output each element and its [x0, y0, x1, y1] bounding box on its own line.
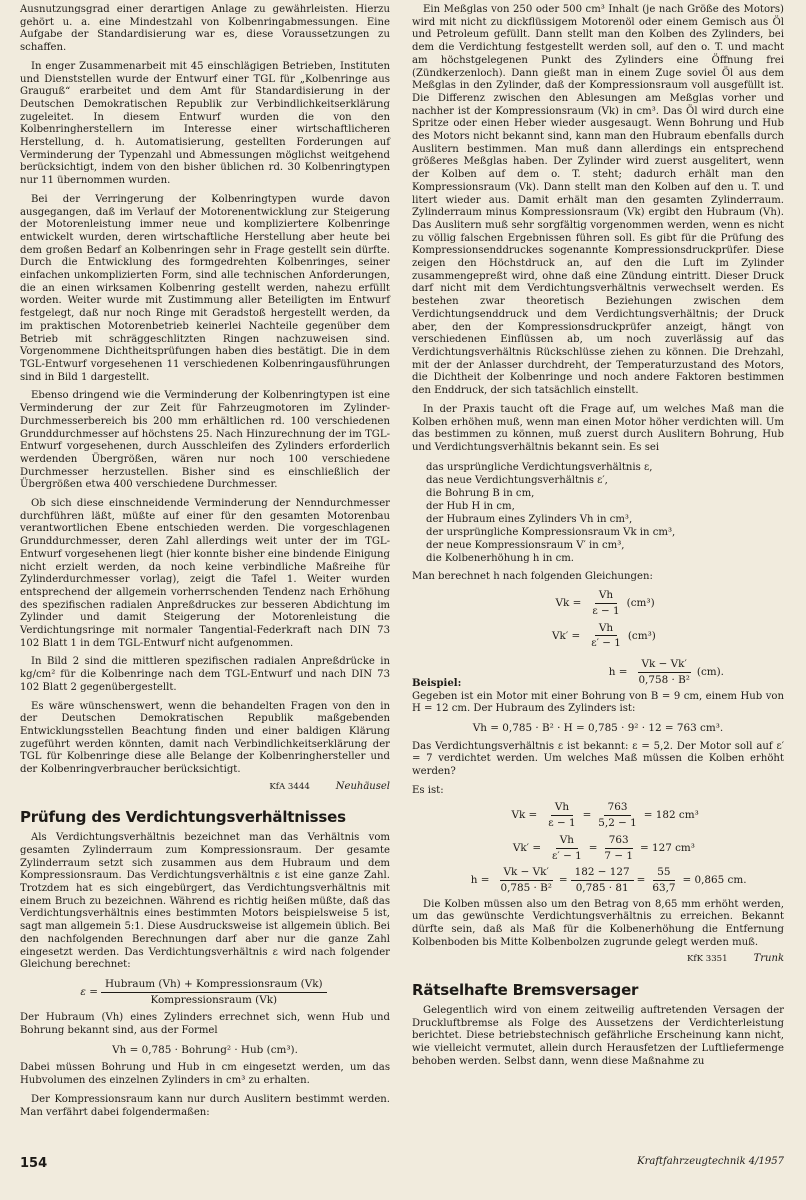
formula-example-vh — [412, 722, 784, 735]
paragraph: In Bild 2 sind die mittleren spezifischen radialen Anpreßdrücke in kg/cm² für die Kolbenringe nach dem TGL-Entwurf und nach DIN 73 102 Blatt 2 gegenübergestellt. — [20, 656, 390, 693]
paragraph: In der Praxis taucht oft die Frage auf, um welches Maß man die Kolben erhöhen muß, wenn man einen Motor höher verdichten will. Um das bestimmen zu können, muß zuerst durch Auslitern Bohrung, Hub und Verdichtungsverhältnis bekannt sein. Es sei — [412, 403, 784, 453]
equation-result: = 0,865 cm. — [682, 874, 747, 887]
formula-compression-ratio — [20, 978, 390, 1006]
signature-author: Trunk — [753, 953, 784, 965]
equation-lhs: Vk′ = — [512, 841, 542, 854]
paragraph: Man berechnet h nach folgenden Gleichungen: — [412, 570, 653, 582]
paragraph: Gegeben ist ein Motor mit einer Bohrung von B = 9 cm, einem Hub von H = 12 cm. Der Hubraum des Zylinders ist: — [412, 690, 784, 715]
section-heading: Prüfung des Verdichtungsverhältnisses — [20, 808, 346, 827]
fraction — [588, 589, 623, 617]
signature-code: KfA 3444 — [269, 781, 310, 792]
paragraph: Als Verdichtungsverhältnis bezeichnet man das Verhältnis vom gesamten Zylinderraum zum Kompressionsraum. Der gesamte Zylinderraum setzt sich zusammen aus dem Hubraum und dem Kompressionsraum. Das Verdichtungsverhältnis ε ist eine ganze Zahl. Trotzdem hat es sich eingebürgert, das Verdichtungsverhältnis mit einem Bruch zu bezeichnen. Während es richtig heißen müßte, daß das Verdichtungsverhältnis eines bestimmten Motors beispielsweise 5 ist, sagt man allgemein 5:1. Diese Ausdrucksweise ist allgemein üblich. Bei den nachfolgenden Berechnungen darf aber nur die ganze Zahl eingesetzt werden. Das Verdichtungsverhältnis ε wird nach folgender Gleichung berechnet: — [20, 832, 390, 971]
paragraph: Der Kompressionsraum kann nur durch Auslitern bestimmt werden. Man verfährt dabei folgendermaßen: — [20, 1093, 390, 1118]
fraction — [101, 978, 327, 1006]
fraction-numerator: 182 − 127 — [571, 866, 634, 881]
article-signature — [412, 953, 784, 966]
example-vk: Vk = $\frac{Vh}{\varepsilon - 1}$ = $\frac{763}{5,2 - 1}$ = 182 cm³ — [412, 801, 784, 829]
paragraph: Ein Meßglas von 250 oder 500 cm³ Inhalt (je nach Größe des Motors) wird mit nicht zu dickflüssigem Motorenöl oder einem Gemisch aus Öl und Petroleum gefüllt. Dann stellt man den Kolben des Zylinders, bei dem die Verdichtung festgestellt werden soll, auf den o. T. und macht am höchstgelegenen Punkt des Zylinders eine Öffnung frei (Zündkerzenloch). Dann gießt man in einem Zuge soviel Öl aus dem Meßglas in den Zylinder, daß der Kompressionsraum voll ausgefüllt ist. Die Differenz zwischen den Ablesungen am Meßglas vorher und nachher ist der Kompressionsraum (Vk) in cm³. Das Öl wird durch eine Spritze oder einen Heber wieder ausgesaugt. Wenn Bohrung und Hub des Motors nicht bekannt sind, kann man den Hubraum ebenfalls durch Auslitern bestimmen. Man muß dann allerdings ein entsprechend größeres Meßglas haben. Der Zylinder wird zuerst ausgelitert, wenn der Kolben auf dem o. T. steht; dadurch erhält man den Kompressionsraum (Vk). Dann stellt man den Kolben auf den u. T. und litert wieder aus. Damit erhält man den gesamten Zylinderraum. Zylinderraum minus Kompressionsraum (Vk) ergibt den Hubraum (Vh). Das Auslitern muß sehr sorgfältig vorgenommen werden, wenn es nicht zu völlig falschen Ergebnissen führen soll. Es gibt für die Prüfung des Kompressionsenddruckes sogenannte Kompressionsdruckprüfer. Diese zeigen den Höchstdruck an, auf den die Luft im Zylinder zusammengepreßt wird, ohne daß eine Zündung eintritt. Dieser Druck darf nicht mit dem Verdichtungsverhältnis verwechselt werden. Es bestehen zwar theoretisch Beziehungen zwischen dem Verdichtungsenddruck und dem Verdichtungsverhältnis; der Druck aber, den der Kompressionsdruckprüfer anzeigt, hängt von verschiedenen Einflüssen ab, um noch zuverlässig auf das Verdichtungsverhältnis Rückschlüsse ziehen zu können. Die Drehzahl, mit der der Anlasser durchdreht, der Temperaturzustand des Motors, die Dichtheit der Kolbenringe und noch andere Faktoren bestimmen den Enddruck, der sich tatsächlich einstellt. — [412, 4, 784, 397]
list-item: die Bohrung B in cm, — [426, 487, 535, 499]
equation-result: = 127 cm³ — [639, 841, 695, 854]
paragraph: Der Hubraum (Vh) eines Zylinders errechnet sich, wenn Hub und Bohrung bekannt sind, aus der Formel — [20, 1012, 390, 1037]
paragraph: Ob sich diese einschneidende Verminderung der Nenndurchmesser durchführen läßt, müßte auf einer für den gesamten Motorenbau verantwortlichen Ebene entschieden werden. Die vorgeschlagenen Grunddurchmesser, deren Zahl allerdings weit unter der im TGL-Entwurf vorgesehenen liegt (hier konnte bisher eine bindende Einigung nicht erzielt werden, da noch keine verbindliche Maßreihe für Zylinderdurchmesser vorlag), zeigt die Tafel 1. Weiter wurden entsprechend der allgemein vorherrschenden Tendenz nach Erhöhung des spezifischen radialen Anpreßdruckes zur besseren Abdichtung im Zylinder und damit Steigerung der Motorenleistung die Verdichtungsringe mit normaler Tangential-Federkraft nach DIN 73 102 Blatt 1 in dem TGL-Entwurf nicht aufgenommen. — [20, 498, 390, 649]
page-footer — [20, 1156, 784, 1171]
equation-lhs: h = — [608, 665, 628, 678]
equation-h-row — [412, 654, 784, 690]
equation-unit: (cm³) — [626, 597, 655, 610]
list-item: das ursprüngliche Verdichtungsverhältnis ε, — [426, 461, 653, 473]
equation-lhs: Vk = — [555, 597, 582, 610]
fraction-numerator: Hubraum (Vh) + Kompressionsraum (Vk) — [101, 978, 327, 993]
fraction-numerator: Vh — [595, 589, 617, 604]
equation-lhs: Vk′ = — [552, 629, 581, 642]
fraction-denominator: 5,2 − 1 — [598, 817, 637, 830]
equation-unit: (cm³) — [627, 629, 656, 642]
example-label: Beispiel: — [412, 677, 462, 689]
fraction-numerator: Vh — [556, 834, 578, 849]
fraction — [600, 834, 637, 862]
es-ist-label: Es ist: — [412, 784, 444, 796]
variable-list — [426, 461, 784, 565]
right-column — [412, 4, 784, 1074]
formula-text: Vh = 0,785 · Bohrung² · Hub (cm³). — [112, 1043, 298, 1056]
fraction-denominator: 0,785 · B² — [500, 881, 552, 894]
fraction-denominator: Kompressionsraum (Vk) — [150, 993, 278, 1006]
formula-text: Vh = 0,785 · B² · H = 0,785 · 9² · 12 = 763 cm³. — [472, 721, 724, 734]
fraction-denominator: ε′ − 1 — [552, 849, 582, 862]
formula-displacement — [20, 1044, 390, 1057]
equation-h — [587, 658, 724, 686]
fraction-denominator: ε′ − 1 — [591, 637, 621, 650]
equation-lhs: h = — [470, 874, 490, 887]
fraction-denominator: 0,758 · B² — [638, 673, 690, 686]
fraction-numerator: 763 — [605, 834, 633, 849]
paragraph: Ausnutzungsgrad einer derartigen Anlage zu gewährleisten. Hierzu gehört u. a. eine Mindestzahl von Kolbenringabmessungen. Eine Aufgabe der Standardisierung war es, diese Voraussetzungen zu schaffen. — [20, 4, 390, 54]
equation-result: = 182 cm³ — [643, 809, 699, 822]
list-item: der Hubraum eines Zylinders Vh in cm³, — [426, 513, 633, 525]
fraction-numerator: Vk − Vk′ — [638, 658, 691, 673]
paragraph: Dabei müssen Bohrung und Hub in cm eingesetzt werden, um das Hubvolumen des einzelnen Zylinders in cm³ zu erhalten. — [20, 1062, 390, 1087]
fraction-numerator: Vh — [551, 801, 573, 816]
fraction-numerator: 55 — [653, 866, 674, 881]
example-h: h = $\frac{Vk - Vk'}{\text{0,785 · B²}}$ = $\frac{182 - 127}{0,785 \cdot 81}$ = $\frac{55}{63,7}$ = 0,865 cm. — [412, 866, 784, 894]
list-item: der neue Kompressionsraum V′ in cm³, — [426, 539, 625, 551]
fraction-denominator: ε − 1 — [592, 605, 620, 618]
paragraph: Gelegentlich wird von einem zeitweilig auftretenden Versagen der Druckluftbremse als Folge des Aussetzens der Verdichterleistung berichtet. Diese betriebstechnisch gefährliche Erscheinung kann nicht, wie vielleicht vermutet, allein durch Herausfetzen der Luftliefermenge behoben werden. Selbst dann, wenn diese Maßnahme zu — [412, 1004, 784, 1067]
paragraph: Die Kolben müssen also um den Betrag von 8,65 mm erhöht werden, um das gewünschte Verdichtungsverhältnis zu erreichen. Bekannt dürfte sein, daß als Maß für die Kolbenerhöhung die Entfernung Kolbenboden bis Mitte Kolbenbolzen zugrunde gelegt werden muß. — [412, 898, 784, 948]
fraction — [571, 866, 634, 894]
list-item: das neue Verdichtungsverhältnis ε′, — [426, 474, 608, 486]
fraction — [587, 622, 625, 650]
equation-vk-prime — [412, 622, 784, 650]
fraction-denominator: ε − 1 — [548, 817, 576, 830]
fraction-numerator: Vk − Vk′ — [500, 866, 553, 881]
fraction-numerator: Vh — [595, 622, 617, 637]
fraction — [594, 801, 640, 829]
paragraph: In enger Zusammenarbeit mit 45 einschlägigen Betrieben, Instituten und Dienststellen wurde der Entwurf einer TGL für „Kolbenringe aus Grauguß“ erarbeitet und dem Amt für Standardisierung in der Deutschen Demokratischen Republik zur Verbindlichkeitserklärung zugeleitet. In diesem Entwurf wurden die von den Kolbenringherstellern im Interesse einer wirtschaftlicheren Herstellung, d. h. Automatisierung, gestellten Forderungen auf Verminderung der Typenzahl und Abmessungen möglichst weitgehend berücksichtigt, indem von den bisher üblichen rd. 30 Kolbenringtypen nur 11 übernommen wurden. — [20, 60, 390, 187]
fraction — [548, 834, 586, 862]
journal-name: Kraftfahrzeugtechnik 4/1957 — [637, 1156, 784, 1167]
fraction — [496, 866, 555, 894]
equation-vk — [412, 589, 784, 617]
article-signature — [20, 781, 390, 794]
fraction-denominator: 0,785 · 81 — [575, 881, 629, 894]
example-vk-prime: Vk′ = $\frac{Vh}{\varepsilon' - 1}$ = $\frac{763}{7 - 1}$ = 127 cm³ — [412, 834, 784, 862]
left-column — [20, 4, 390, 1125]
list-item: die Kolbenerhöhung h in cm. — [426, 552, 575, 564]
paragraph: Ebenso dringend wie die Verminderung der Kolbenringtypen ist eine Verminderung der zur Zeit für Fahrzeugmotoren im Zylinder-Durchmesserbereich bis 200 mm erhältlichen rd. 100 verschiedenen Grunddurchmesser auf höchstens 25. Nach Hinzurechnung der im TGL-Entwurf vorgesehenen, durch Ausschleifen des Zylinders erforderlich werdenden Übergrößen, wären nur noch 100 verschiedene Durchmesser herzustellen. Bisher sind es einschließlich der Übergrößen etwa 400 verschiedene Durchmesser. — [20, 390, 390, 491]
section-heading: Rätselhafte Bremsversager — [412, 981, 639, 1000]
fraction — [648, 866, 679, 894]
list-item: der ursprüngliche Kompressionsraum Vk in cm³, — [426, 526, 676, 538]
paragraph: Es wäre wünschenswert, wenn die behandelten Fragen von den in der Deutschen Demokratischen Republik maßgebenden Entwicklungsstellen Beachtung finden und einer baldigen Klärung zugeführt werden könnten, damit nach Verbindlichkeitserklärung der TGL für Kolbenringe diese alle Belange der Kolbenringhersteller und der Kolbenringverbraucher berücksichtigt. — [20, 700, 390, 776]
signature-code: KfK 3351 — [686, 954, 728, 965]
equation-unit: (cm). — [696, 665, 724, 678]
list-item: der Hub H in cm, — [426, 500, 515, 512]
signature-author: Neuhäusel — [335, 780, 390, 792]
equation-lhs: Vk = — [511, 809, 538, 822]
fraction-numerator: 763 — [604, 801, 632, 816]
page-number: 154 — [20, 1156, 48, 1171]
formula-lhs: ε = — [80, 985, 98, 998]
fraction — [634, 658, 693, 686]
fraction — [544, 801, 579, 829]
fraction-denominator: 7 − 1 — [604, 849, 633, 862]
paragraph: Bei der Verringerung der Kolbenringtypen wurde davon ausgegangen, daß im Verlauf der Motorenentwicklung zur Steigerung der Motorenleistung immer neue und kompliziertere Kolbenringe entwickelt wurden, deren wirtschaftliche Herstellung aber heute bei dem großen Bedarf an Kolbenringen sehr in Frage gestellt sein dürfte. Durch die Entwicklung des formgedrehten Kolbenringes, seiner einfachen unkomplizierten Form, sind alle technischen Anforderungen, die an einen wirksamen Kolbenring gestellt werden, nahezu erfüllt worden. Weiter wurde mit Zustimmung aller Beteiligten im Entwurf festgelegt, daß nur noch Ringe mit Geradstoß hergestellt werden, da im praktischen Motorenbetrieb keinerlei Nachteile gegenüber dem Betrieb mit schräggeschlitzten Ringen nachzuweisen sind. Vorgenommene Dichtheitsprüfungen haben dies bestätigt. Die in dem TGL-Entwurf vorgesehenen 11 verschiedenen Kolbenringausführungen sind in Bild 1 dargestellt. — [20, 193, 390, 383]
paragraph: Das Verdichtungsverhältnis ε ist bekannt: ε = 5,2. Der Motor soll auf ε′ = 7 verdichtet werden. Um welches Maß müssen die Kolben erhöht werden? — [412, 740, 784, 778]
fraction-denominator: 63,7 — [652, 881, 676, 894]
